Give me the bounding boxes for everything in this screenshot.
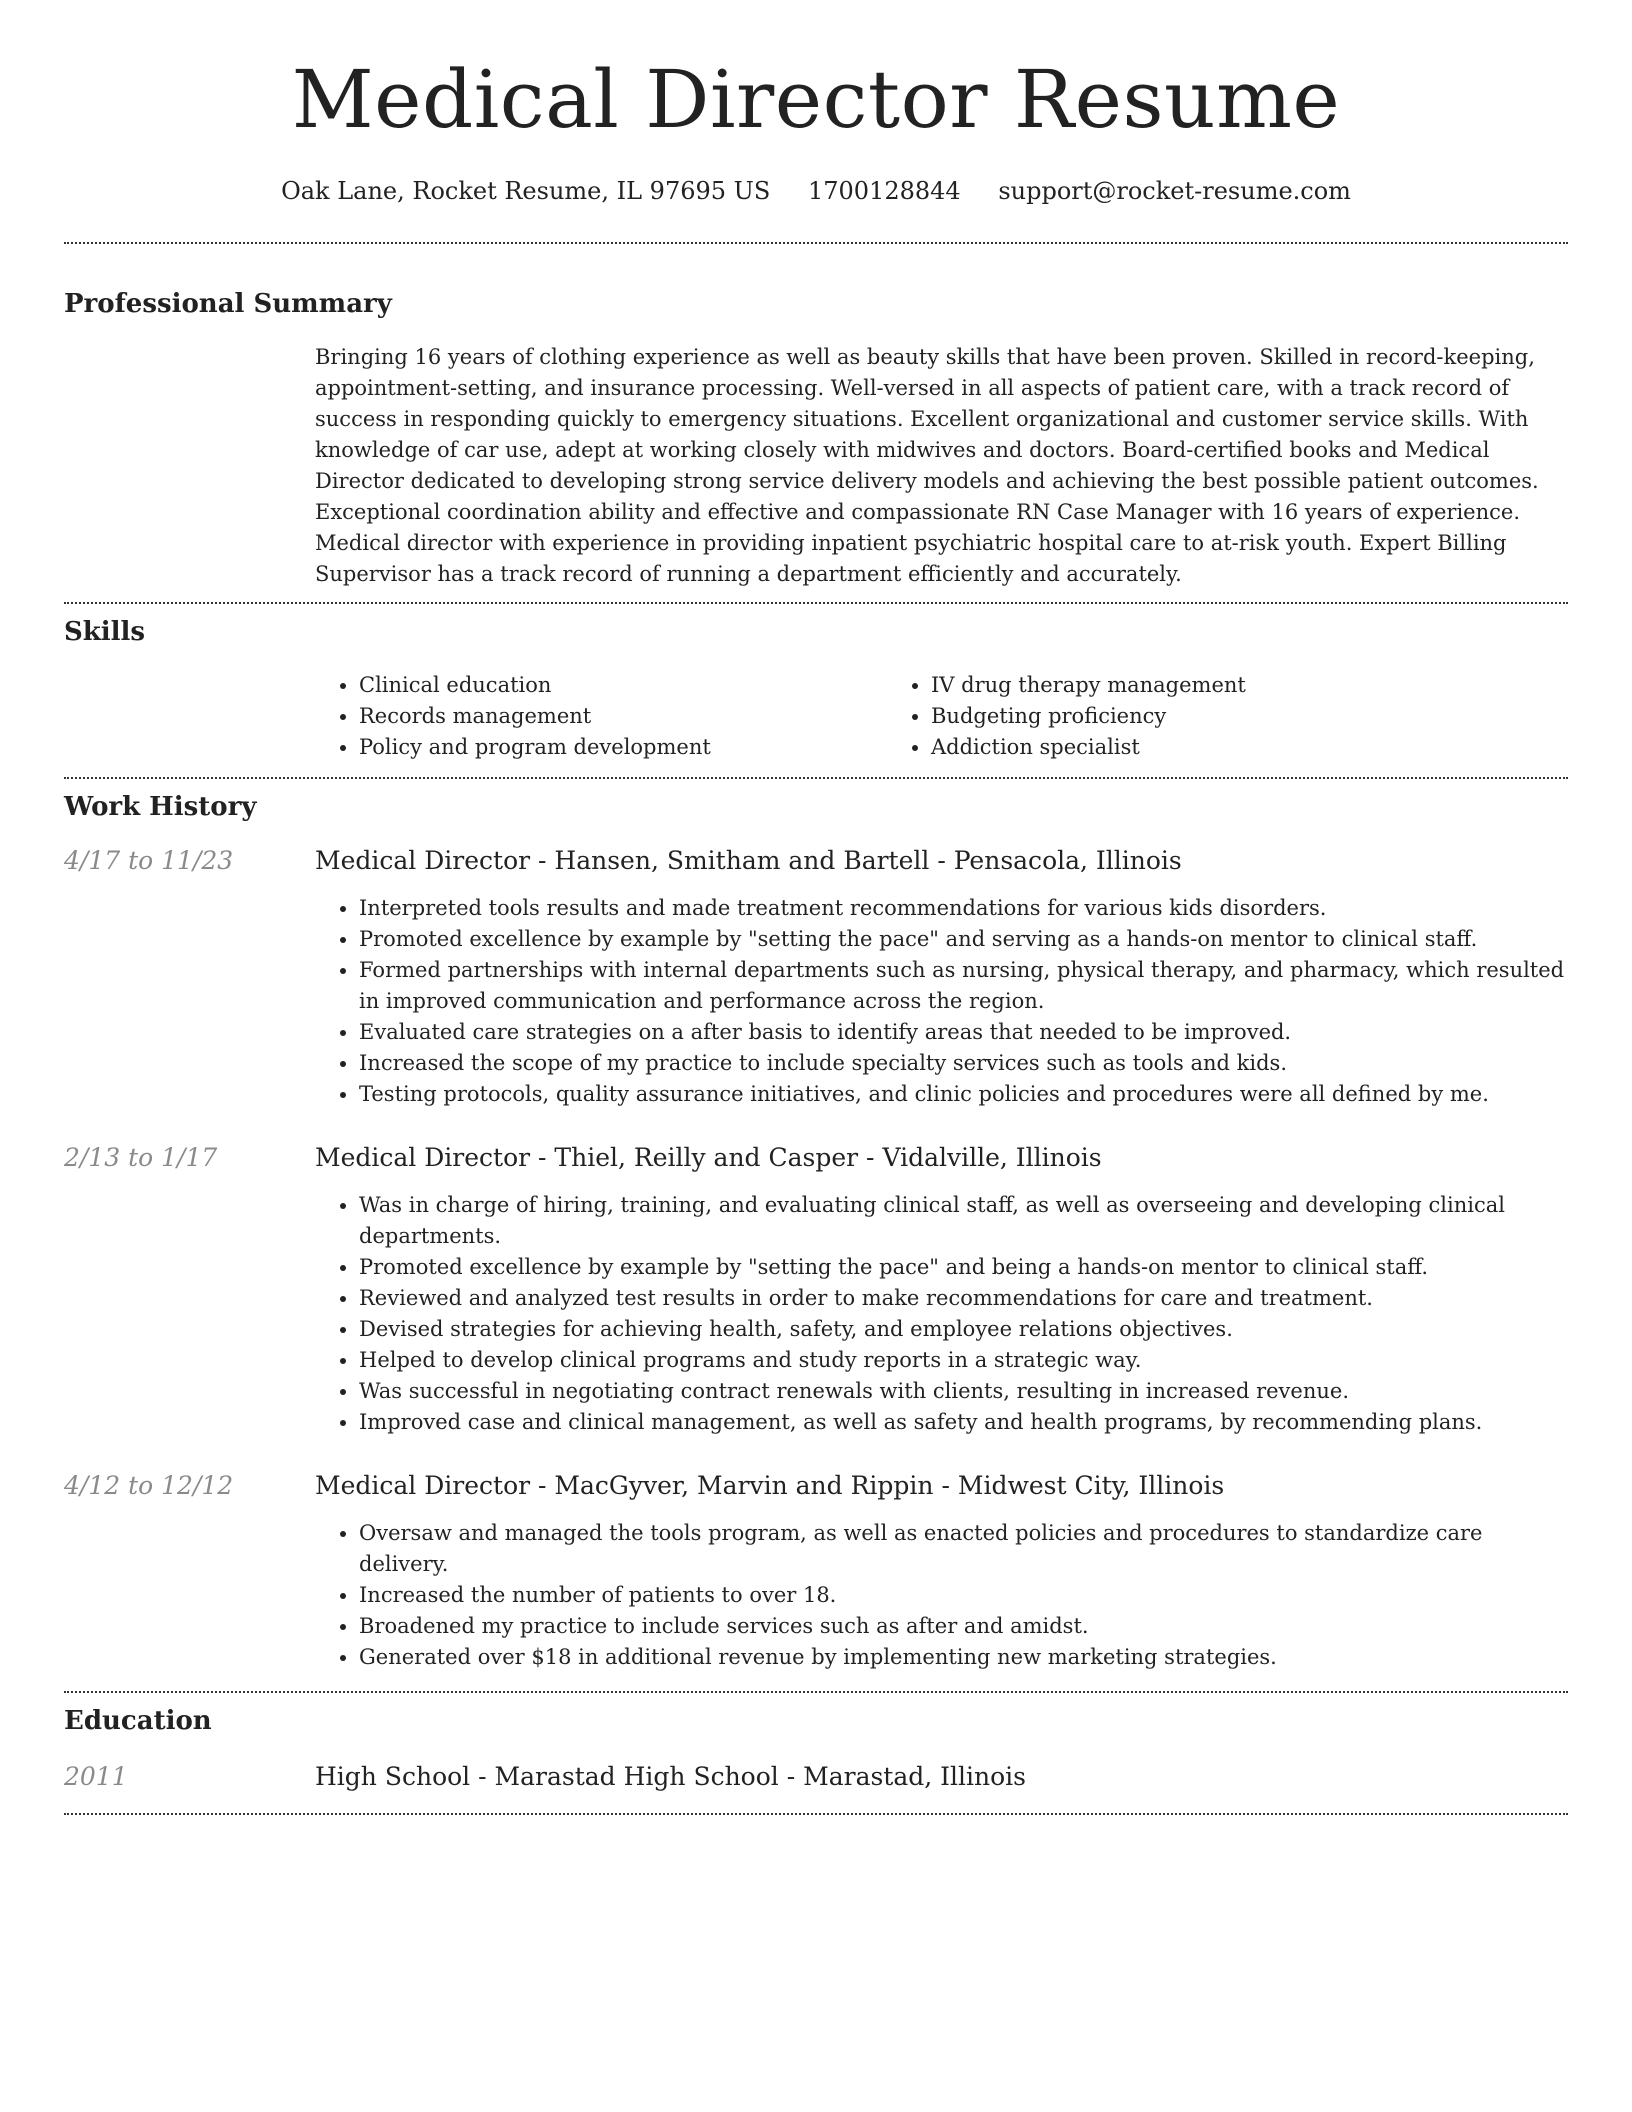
summary-divider	[64, 602, 1568, 604]
skill-item: • Budgeting proficiency	[931, 701, 1459, 732]
job-entry	[64, 1470, 1568, 1673]
job-dates: 4/12 to 12/12	[64, 1471, 234, 1500]
skill-item: • IV drug therapy management	[931, 670, 1459, 701]
summary-section	[64, 288, 1568, 590]
job-bullet: • Devised strategies for achieving health, safety, and employee relations objectives.	[359, 1314, 1568, 1345]
work-section	[64, 791, 1568, 1673]
skills-list-right	[887, 670, 1459, 763]
job-bullet: • Improved case and clinical management, as well as safety and health programs, by recommending plans.	[359, 1407, 1568, 1438]
job-entry	[64, 845, 1568, 1110]
skills-divider	[64, 777, 1568, 779]
job-bullet: • Interpreted tools results and made treatment recommendations for various kids disorders.	[359, 893, 1568, 924]
job-details	[315, 1470, 1568, 1673]
job-bullets	[315, 1518, 1568, 1673]
job-dates: 2/13 to 1/17	[64, 1143, 218, 1172]
job-entry	[64, 1142, 1568, 1438]
job-bullets	[315, 893, 1568, 1110]
job-bullet: • Testing protocols, quality assurance initiatives, and clinic policies and procedures were all defined by me.	[359, 1079, 1568, 1110]
education-divider	[64, 1813, 1568, 1815]
resume-title: Medical Director Resume	[291, 53, 1341, 146]
job-bullet: • Formed partnerships with internal departments such as nursing, physical therapy, and pharmacy, which resulted in improved communication and performance across the region.	[359, 955, 1568, 1017]
education-year: 2011	[64, 1762, 128, 1791]
job-bullet: • Generated over $18 in additional revenue by implementing new marketing strategies.	[359, 1642, 1568, 1673]
job-bullet: • Was in charge of hiring, training, and evaluating clinical staff, as well as overseeing and developing clinical departments.	[359, 1190, 1568, 1252]
job-bullet: • Evaluated care strategies on a after basis to identify areas that needed to be improved.	[359, 1017, 1568, 1048]
job-bullets	[315, 1190, 1568, 1438]
skills-list-left	[315, 670, 887, 763]
contact-address: Oak Lane, Rocket Resume, IL 97695 US	[281, 177, 771, 205]
work-divider	[64, 1691, 1568, 1693]
job-bullet: • Reviewed and analyzed test results in order to make recommendations for care and treatment.	[359, 1283, 1568, 1314]
skill-item: • Policy and program development	[359, 732, 887, 763]
job-bullet: • Increased the number of patients to over 18.	[359, 1580, 1568, 1611]
job-bullet: • Helped to develop clinical programs and study reports in a strategic way.	[359, 1345, 1568, 1376]
education-details: High School - Marastad High School - Marastad, Illinois	[315, 1762, 1026, 1791]
job-dates: 4/17 to 11/23	[64, 846, 234, 875]
contact-email: support@rocket-resume.com	[998, 177, 1351, 205]
skill-item: • Clinical education	[359, 670, 887, 701]
summary-text: Bringing 16 years of clothing experience as well as beauty skills that have been proven. Skilled in record-keeping, appointment-setting, and insurance processing. Well-versed in all aspects of patient care, with a track record of success in responding quickly to emergency situations. Excellent organizational and customer service skills. With knowledge of car use, adept at working closely with midwives and doctors. Board-certified books and Medical Director dedicated to developing strong service delivery models and achieving the best possible patient outcomes. Exceptional coordination ability and effective and compassionate RN Case Manager with 16 years of experience. Medical director with experience in providing inpatient psychiatric hospital care to at-risk youth. Expert Billing Supervisor has a track record of running a department efficiently and accurately.	[315, 345, 1539, 586]
contact-line	[64, 176, 1568, 206]
education-entry	[64, 1761, 1568, 1793]
education-heading: Education	[64, 1706, 212, 1736]
header-divider	[64, 242, 1568, 244]
skill-item: • Records management	[359, 701, 887, 732]
job-bullet: • Promoted excellence by example by "setting the pace" and being a hands-on mentor to clinical staff.	[359, 1252, 1568, 1283]
job-title: Medical Director - Hansen, Smitham and Bartell - Pensacola, Illinois	[315, 846, 1182, 875]
job-bullet: • Broadened my practice to include services such as after and amidst.	[359, 1611, 1568, 1642]
skills-grid	[315, 670, 1568, 763]
job-bullet: • Was successful in negotiating contract renewals with clients, resulting in increased revenue.	[359, 1376, 1568, 1407]
summary-heading: Professional Summary	[64, 289, 392, 319]
contact-phone: 1700128844	[807, 177, 961, 205]
skill-item: • Addiction specialist	[931, 732, 1459, 763]
education-section	[64, 1705, 1568, 1793]
job-bullet: • Promoted excellence by example by "setting the pace" and serving as a hands-on mentor to clinical staff.	[359, 924, 1568, 955]
skills-heading: Skills	[64, 617, 146, 647]
job-title: Medical Director - Thiel, Reilly and Casper - Vidalville, Illinois	[315, 1143, 1102, 1172]
job-bullet: • Oversaw and managed the tools program, as well as enacted policies and procedures to standardize care delivery.	[359, 1518, 1568, 1580]
skills-section	[64, 616, 1568, 763]
job-details	[315, 1142, 1568, 1438]
job-title: Medical Director - MacGyver, Marvin and Rippin - Midwest City, Illinois	[315, 1471, 1225, 1500]
job-bullet: • Increased the scope of my practice to include specialty services such as tools and kids.	[359, 1048, 1568, 1079]
work-heading: Work History	[64, 792, 257, 822]
job-details	[315, 845, 1568, 1110]
